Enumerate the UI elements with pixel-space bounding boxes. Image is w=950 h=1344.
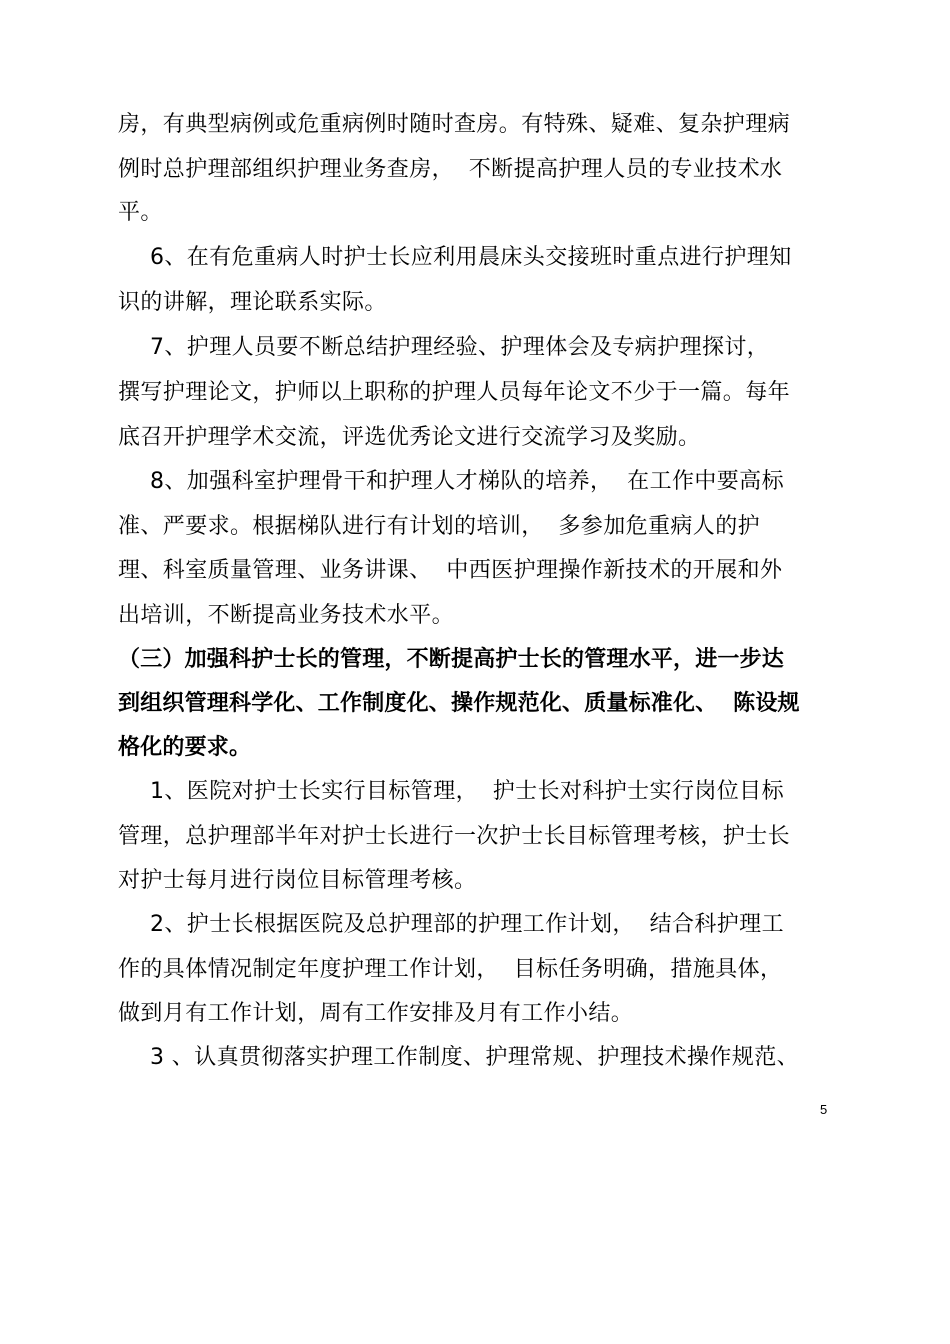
body-text-line: 房，有典型病例或危重病例时随时查房。有特殊、疑难、复杂护理病 xyxy=(118,112,791,137)
page-number: 5 xyxy=(820,1102,828,1117)
list-item-7: 7、护理人员要不断总结护理经验、护理体会及专病护理探讨， xyxy=(150,335,770,360)
body-text-line: 撰写护理论文，护师以上职称的护理人员每年论文不少于一篇。每年 xyxy=(118,380,791,405)
body-text-line: 例时总护理部组织护理业务查房， 不断提高护理人员的专业技术水 xyxy=(118,157,783,182)
list-item-6: 6、在有危重病人时护士长应利用晨床头交接班时重点进行护理知 xyxy=(150,245,792,270)
body-text-line: 做到月有工作计划，周有工作安排及月有工作小结。 xyxy=(118,1001,634,1026)
section-heading: 到组织管理科学化、工作制度化、操作规范化、质量标准化、 陈设规 xyxy=(118,691,800,716)
section-heading: （三）加强科护士长的管理，不断提高护士长的管理水平，进一步达 xyxy=(118,647,785,672)
list-item-3: 3 、认真贯彻落实护理工作制度、护理常规、护理技术操作规范、 xyxy=(150,1045,799,1070)
body-text-line: 管理，总护理部半年对护士长进行一次护士长目标管理考核，护士长 xyxy=(118,824,791,849)
list-item-2: 2、护士长根据医院及总护理部的护理工作计划， 结合科护理工 xyxy=(150,912,784,937)
body-text-line: 底召开护理学术交流，评选优秀论文进行交流学习及奖励。 xyxy=(118,425,701,450)
body-text-line: 对护士每月进行岗位目标管理考核。 xyxy=(118,868,477,893)
body-text-line: 识的讲解，理论联系实际。 xyxy=(118,290,387,315)
body-text-line: 作的具体情况制定年度护理工作计划， 目标任务明确，措施具体， xyxy=(118,957,783,982)
body-text-line: 理、科室质量管理、业务讲课、 中西医护理操作新技术的开展和外 xyxy=(118,558,783,583)
body-text-line: 出培训，不断提高业务技术水平。 xyxy=(118,603,455,628)
body-text-line: 准、严要求。根据梯队进行有计划的培训， 多参加危重病人的护 xyxy=(118,514,760,539)
list-item-8: 8、加强科室护理骨干和护理人才梯队的培养， 在工作中要高标 xyxy=(150,469,784,494)
body-text-line: 平。 xyxy=(118,200,163,225)
section-heading: 格化的要求。 xyxy=(118,735,252,760)
list-item-1: 1、医院对护士长实行目标管理， 护士长对科护士实行岗位目标 xyxy=(150,779,784,804)
